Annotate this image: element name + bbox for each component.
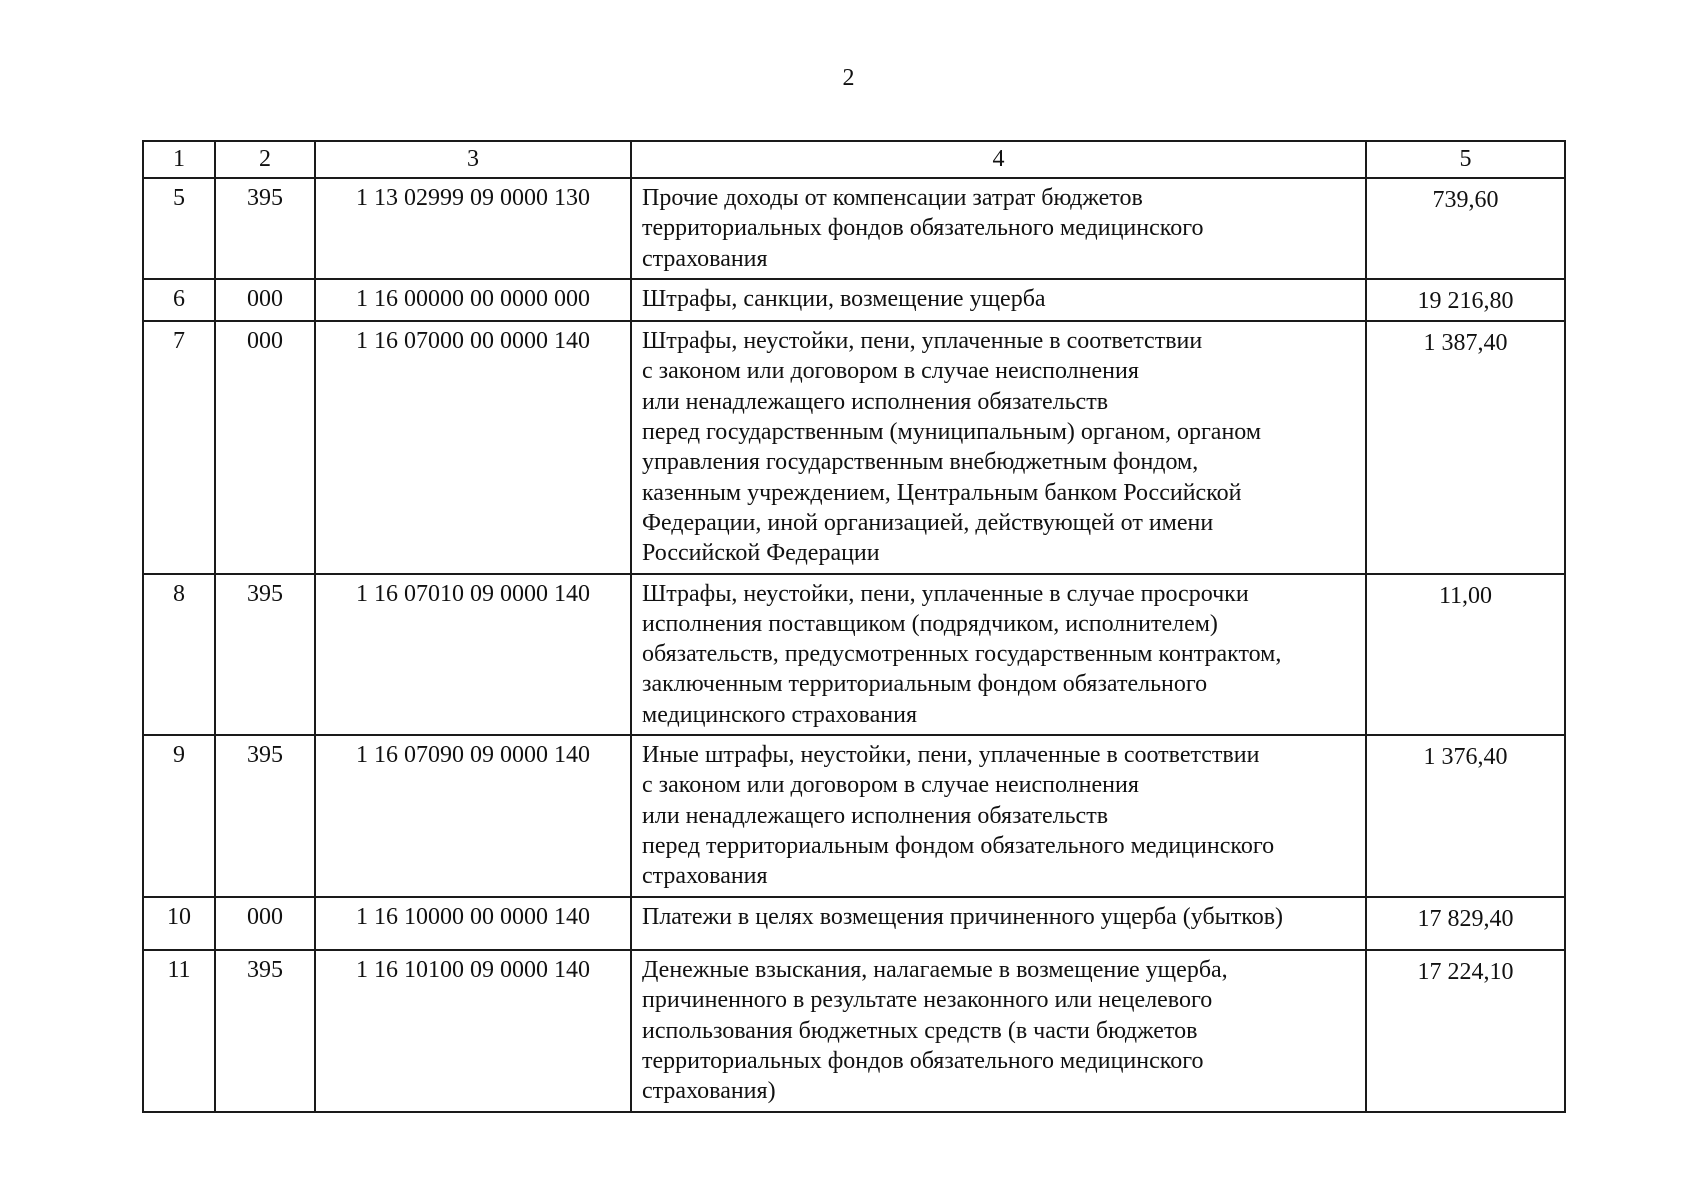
header-col-3: 3 bbox=[315, 141, 631, 178]
budget-code: 1 16 07010 09 0000 140 bbox=[315, 574, 631, 735]
table-row bbox=[143, 897, 1565, 950]
amount: 1 376,40 bbox=[1366, 735, 1565, 897]
budget-code: 1 16 00000 00 0000 000 bbox=[315, 279, 631, 321]
revenue-name: Платежи в целях возмещения причиненного ущерба (убытков) bbox=[631, 897, 1366, 950]
revenue-name: Прочие доходы от компенсации затрат бюджетов территориальных фондов обязательного медицинского страхования bbox=[631, 178, 1366, 279]
admin-code: 395 bbox=[215, 178, 315, 279]
header-col-4: 4 bbox=[631, 141, 1366, 178]
amount: 1 387,40 bbox=[1366, 321, 1565, 573]
budget-code: 1 13 02999 09 0000 130 bbox=[315, 178, 631, 279]
header-col-5: 5 bbox=[1366, 141, 1565, 178]
admin-code: 000 bbox=[215, 897, 315, 950]
row-number: 9 bbox=[143, 735, 215, 897]
table-row bbox=[143, 279, 1565, 321]
admin-code: 000 bbox=[215, 321, 315, 573]
header-col-1: 1 bbox=[143, 141, 215, 178]
admin-code: 395 bbox=[215, 735, 315, 897]
row-number: 7 bbox=[143, 321, 215, 573]
amount: 11,00 bbox=[1366, 574, 1565, 735]
table-row bbox=[143, 178, 1565, 279]
admin-code: 395 bbox=[215, 574, 315, 735]
budget-code: 1 16 10000 00 0000 140 bbox=[315, 897, 631, 950]
row-number: 11 bbox=[143, 950, 215, 1111]
table-row bbox=[143, 321, 1565, 573]
revenue-name: Штрафы, санкции, возмещение ущерба bbox=[631, 279, 1366, 321]
header-row bbox=[143, 141, 1565, 178]
amount: 19 216,80 bbox=[1366, 279, 1565, 321]
amount: 17 829,40 bbox=[1366, 897, 1565, 950]
row-number: 5 bbox=[143, 178, 215, 279]
amount: 739,60 bbox=[1366, 178, 1565, 279]
row-number: 10 bbox=[143, 897, 215, 950]
table-row bbox=[143, 950, 1565, 1111]
budget-code: 1 16 07000 00 0000 140 bbox=[315, 321, 631, 573]
page-number: 2 bbox=[842, 65, 855, 91]
budget-code: 1 16 07090 09 0000 140 bbox=[315, 735, 631, 897]
table-row bbox=[143, 735, 1565, 897]
revenue-name: Штрафы, неустойки, пени, уплаченные в случае просрочки исполнения поставщиком (подрядчиком, исполнителем) обязательств, предусмотренных государственным контрактом, заключенным территориальным фондом обязательного медицинского страхования bbox=[631, 574, 1366, 735]
row-number: 6 bbox=[143, 279, 215, 321]
revenue-name: Иные штрафы, неустойки, пени, уплаченные в соответствии с законом или договором в случае неисполнения или ненадлежащего исполнения обязательств перед территориальным фондом обязательного медицинского страхования bbox=[631, 735, 1366, 897]
admin-code: 395 bbox=[215, 950, 315, 1111]
row-number: 8 bbox=[143, 574, 215, 735]
admin-code: 000 bbox=[215, 279, 315, 321]
table-row bbox=[143, 574, 1565, 735]
revenue-name: Денежные взыскания, налагаемые в возмещение ущерба, причиненного в результате незаконного или нецелевого использования бюджетных средств (в части бюджетов территориальных фондов обязательного медицинского страхования) bbox=[631, 950, 1366, 1111]
revenue-table bbox=[142, 140, 1566, 1113]
revenue-name: Штрафы, неустойки, пени, уплаченные в соответствии с законом или договором в случае неисполнения или ненадлежащего исполнения обязательств перед государственным (муниципальным) органом, органом управления государственным внебюджетным фондом, казенным учреждением, Центральным банком Российской Федерации, иной организацией, действующей от имени Российской Федерации bbox=[631, 321, 1366, 573]
amount: 17 224,10 bbox=[1366, 950, 1565, 1111]
budget-code: 1 16 10100 09 0000 140 bbox=[315, 950, 631, 1111]
header-col-2: 2 bbox=[215, 141, 315, 178]
